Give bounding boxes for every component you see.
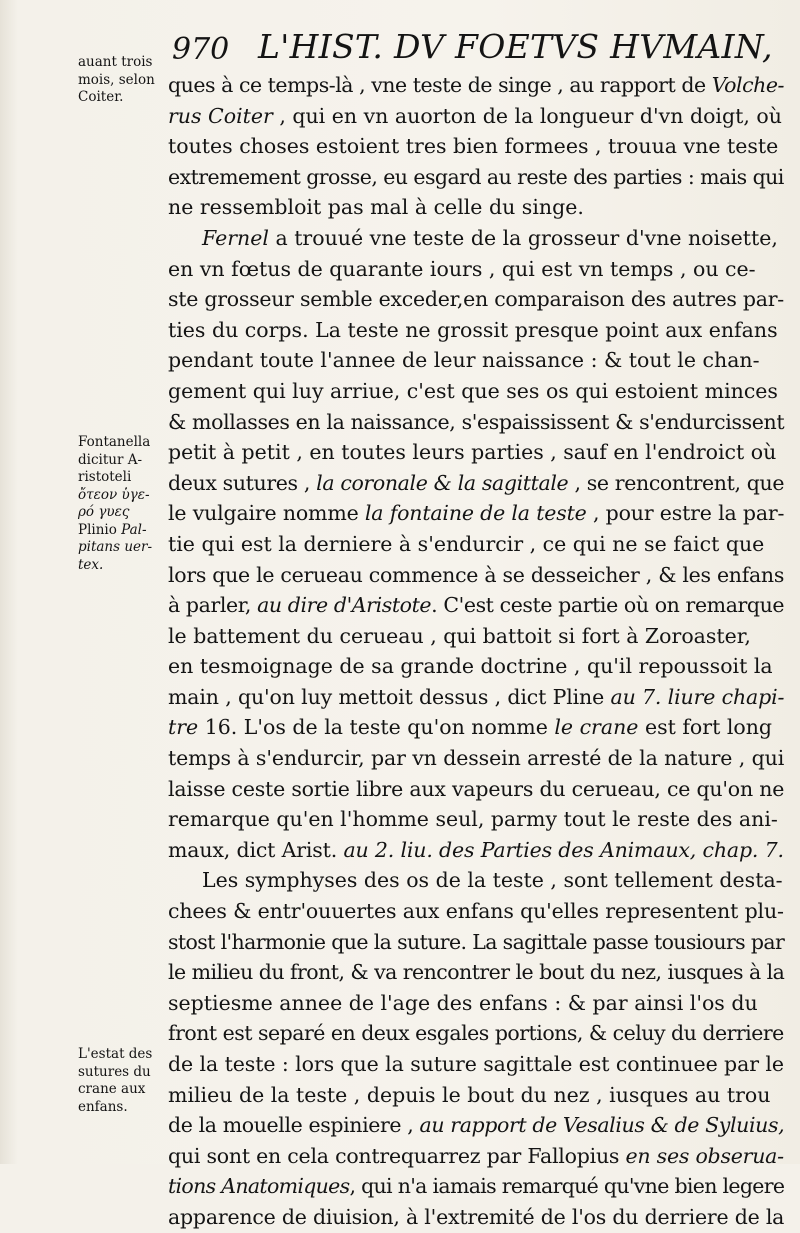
text-run: le milieu du front, & va rencontrer le bout du nez, iusques à la [168,960,785,985]
text-run: ne ressembloit pas mal à celle du singe. [168,195,584,220]
text-line [168,1018,784,1049]
text-run: le battement du cerueau , qui battoit si fort à Zoroaster, [168,623,751,648]
text-line [168,865,784,896]
text-line [168,774,784,805]
text-run: est fort long [638,715,773,740]
text-line [168,651,784,682]
italic-run: au dire d'Aristote [257,593,432,618]
margin-note-line [78,539,178,557]
margin-note-line [78,1081,178,1099]
text-run: septiesme annee de l'age des enfans : & par ainsi l'os du [168,990,758,1015]
text-run: 16. L'os de la teste qu'on nomme [198,715,555,740]
text-run: petit à petit , en toutes leurs parties , sauf en l'endroict où [168,440,777,465]
italic-run: tre [168,715,199,740]
text-run: L'estat des [78,1046,153,1062]
text-line [168,1202,784,1233]
text-run: apparence de diuision, à l'extremité de l'os du derriere de la [168,1204,785,1229]
text-line [168,192,784,223]
text-run: remarque qu'en l'homme seul, parmy tout le reste des ani- [168,807,778,832]
italic-run: Pal- [121,521,147,538]
text-line [168,437,784,468]
text-line [168,957,784,988]
text-line [168,254,784,285]
text-run: auant trois [78,54,153,70]
text-run: de la mouelle espiniere , [168,1113,420,1138]
italic-run: ρό γυες [78,504,130,520]
text-line [168,315,784,346]
text-line [168,1049,784,1080]
text-run: ques à ce temps-là , vne teste de singe , au rapport de [168,73,712,97]
text-run: , qui en vn auorton de la longueur d'vn doigt, où [272,103,782,128]
text-run: tie qui est la derniere à s'endurcir , ce qui ne se faict que [168,531,765,556]
text-run: Les symphyses des os de la teste , sont tellement desta- [202,868,783,893]
text-line [168,223,784,254]
text-run: gement qui luy arriue, c'est que ses os qui estoient minces [168,378,778,403]
text-run: mois, selon [78,71,155,88]
text-line [168,101,784,132]
margin-note-line [78,557,178,575]
text-run: stost l'harmonie que la suture. La sagittale passe tousiours par [168,929,785,954]
text-line [168,498,784,529]
text-run: Plinio [78,521,122,538]
text-run: ties du corps. La teste ne grossit presque point aux enfans [168,317,778,342]
italic-run: le crane [554,715,639,740]
text-run: crane aux [78,1081,146,1097]
italic-run: la coronale & la sagittale [316,470,569,495]
page-header [172,24,784,72]
text-line [168,1171,784,1202]
page-number: 970 [172,32,230,67]
italic-run: au rapport de Vesalius & de Syluius, [419,1113,785,1138]
italic-run: au 7. liure chapi- [610,684,785,709]
text-run: extremement grosse, eu esgard au reste des parties : mais qui [168,164,784,189]
text-run: main , qu'on luy mettoit dessus , dict Pline [168,684,611,709]
text-run: maux, dict Arist. [168,837,344,862]
text-run: , se rencontrent, que [568,470,785,495]
text-line [168,682,784,713]
text-line [168,835,784,866]
text-line [168,284,784,315]
text-line [168,743,784,774]
text-run: deux sutures , [168,470,317,495]
text-run: toutes choses estoient tres bien formees , trouua vne teste [168,134,779,159]
italic-run: ὄτεον ὑγε- [78,486,150,503]
italic-run: rus Coiter [168,103,273,128]
text-line [168,468,784,499]
text-run: qui sont en cela contrequarrez par Fallopius [168,1143,626,1168]
italic-run: la fontaine de la teste [364,501,587,526]
margin-note [78,434,178,574]
italic-run: au 2. liu. des Parties des Animaux, chap. 7. [343,837,784,862]
text-line [168,988,784,1019]
text-run: de la teste : lors que la suture sagittale est continuee par le [168,1052,784,1076]
text-run: Fontanella [78,434,151,450]
text-run: sutures du [78,1063,151,1080]
text-run: ste grosseur semble exceder,en comparaison des autres par- [168,287,784,312]
italic-run: Fernel [202,225,269,250]
margin-note-line [78,1046,178,1064]
margin-note-line [78,504,178,522]
margin-note-line [78,469,178,487]
text-line [168,560,784,591]
margin-note-line [78,1099,178,1117]
text-run: dicitur A- [78,451,143,468]
text-run: , qui n'a iamais remarqué qu'vne bien legere [349,1174,785,1199]
margin-note-line [78,434,178,452]
italic-run: Volche- [711,73,784,97]
text-run: ristoteli [78,469,132,485]
text-run: pendant toute l'annee de leur naissance : & tout le chan- [168,348,760,373]
margin-note-line [78,89,178,107]
text-line [168,529,784,560]
main-text-block [168,70,784,1233]
text-line [168,1080,784,1111]
text-run: a trouué vne teste de la grosseur d'vne noisette, [268,225,778,250]
text-run: front est separé en deux esgales portions, & celuy du derriere [168,1021,784,1046]
text-line [168,131,784,162]
text-line [168,407,784,438]
text-run: milieu de la teste , depuis le bout du nez , iusques au trou [168,1082,771,1107]
text-line [168,1110,784,1141]
text-run: Coiter. [78,89,124,105]
text-run: en vn fœtus de quarante iours , qui est vn temps , ou ce- [168,256,756,281]
text-run: , pour estre la par- [586,501,785,526]
text-line [168,896,784,927]
text-run: laisse ceste sortie libre aux vapeurs du cerueau, ce qu'on ne [168,776,785,801]
margin-note-line [78,452,178,470]
italic-run: en ses obserua- [625,1143,784,1168]
text-run: lors que le cerueau commence à se desseicher , & les enfans [168,562,785,587]
text-line [168,712,784,743]
text-run: à parler, [168,593,258,618]
text-run: . C'est ceste partie où on remarque [431,593,785,618]
margin-note-line [78,72,178,90]
text-line [168,590,784,621]
italic-run: pitans uer- [78,539,153,555]
text-run: enfans. [78,1098,128,1115]
text-line [168,70,784,101]
italic-run: tions Anatomiques [168,1174,350,1199]
text-line [168,1141,784,1172]
text-line [168,927,784,958]
running-title: L'HIST. DV FOETVS HVMAIN, [258,27,773,66]
italic-run: tex. [78,556,104,573]
margin-note-line [78,54,178,72]
text-line [168,621,784,652]
text-line [168,376,784,407]
text-line [168,804,784,835]
text-run: le vulgaire nomme [168,501,365,526]
margin-note [78,1046,178,1116]
text-run: en tesmoignage de sa grande doctrine , qu'il repoussoit la [168,654,773,679]
text-run: chees & entr'ouuertes aux enfans qu'elles representent plu- [168,899,784,924]
text-line [168,345,784,376]
margin-note-line [78,487,178,505]
margin-note [78,54,178,107]
text-line [168,162,784,193]
text-run: temps à s'endurcir, par vn dessein arresté de la nature , qui [168,746,785,771]
text-run: & mollasses en la naissance, s'espaississent & s'endurcissent [168,409,785,434]
margin-note-line [78,522,178,540]
margin-note-line [78,1064,178,1082]
